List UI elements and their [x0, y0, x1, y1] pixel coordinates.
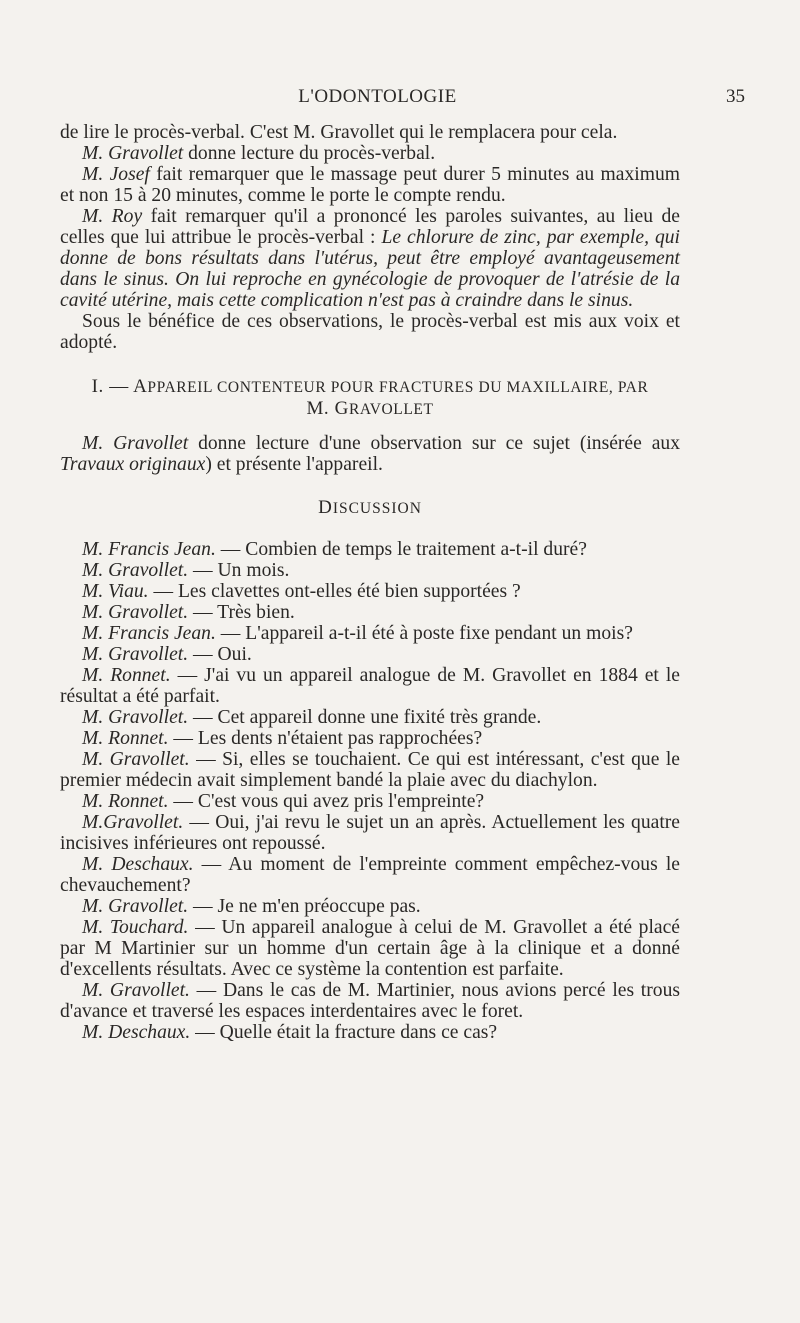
speaker-name: M. Josef — [82, 164, 150, 185]
speaker-name: M. Viau. — [82, 581, 149, 602]
entry-text: — Les dents n'étaient pas rapprochées? — [168, 728, 483, 749]
speaker-name: M. Francis Jean. — [82, 623, 216, 644]
discussion-entry — [60, 917, 680, 980]
paragraph — [60, 311, 680, 353]
entry-text: — Au moment de l'empreinte comment empêchez-vous le chevauchement? — [60, 854, 680, 896]
discussion-entry — [60, 602, 680, 623]
entry-text: — Un appareil analogue à celui de M. Gravollet a été placé par M Martinier sur un homme d'un certain âge à la clinique et a donné d'excellents résultats. Avec ce système la contention est parfaite. — [60, 917, 680, 980]
entry-text: — J'ai vu un appareil analogue de M. Gravollet en 1884 et le résultat a été parfait. — [60, 665, 680, 707]
work-title: Travaux originaux — [60, 454, 206, 475]
discussion-entry — [60, 896, 680, 917]
running-title: L'ODONTOLOGIE — [298, 86, 457, 107]
paragraph-text: Sous le bénéfice de ces observations, le procès-verbal est mis aux voix et adopté. — [60, 311, 680, 353]
speaker-name: M. Gravollet. — [82, 980, 190, 1001]
discussion-entry — [60, 539, 680, 560]
entry-text: — Combien de temps le traitement a-t-il duré? — [215, 539, 587, 560]
paragraph-text: donne lecture du procès-verbal. — [183, 143, 436, 164]
speaker-name: M. Ronnet. — [82, 665, 171, 686]
discussion-heading: DISCUSSION — [318, 497, 422, 518]
entry-text: — Oui. — [188, 644, 252, 665]
speaker-name: M. Francis Jean. — [82, 539, 216, 560]
speaker-name: M. Deschaux. — [82, 854, 194, 875]
entry-text: — C'est vous qui avez pris l'empreinte? — [168, 791, 485, 812]
discussion-entry — [60, 854, 680, 896]
paragraph: M. Gravollet donne lecture d'une observation sur ce sujet (insérée aux Travaux originaux) et présente l'appareil. — [60, 433, 680, 475]
quoted-words: Le chlorure de zinc, par exemple, qui donne de bons résultats dans l'utérus, peut être employé avantageusement dans le sinus. On lui reproche en gynécologie de provoquer de l'atrésie de la cavité utérine, mais cette complication n'est pas à craindre dans le sinus. — [60, 227, 680, 311]
speaker-name: M. Gravollet. — [82, 749, 190, 770]
body-text — [60, 122, 680, 1043]
discussion-entry — [60, 665, 680, 707]
speaker-name: M. Roy — [82, 206, 143, 227]
speaker-name: M. Gravollet — [82, 143, 184, 164]
entry-text: — Oui, j'ai revu le sujet un an après. Actuellement les quatre incisives inférieures ont repoussé. — [60, 812, 680, 854]
entry-text: — Très bien. — [188, 602, 295, 623]
entry-text: — Un mois. — [188, 560, 290, 581]
paragraph — [60, 206, 680, 311]
speaker-name: M. Gravollet. — [82, 560, 189, 581]
speaker-name: M. Gravollet. — [82, 644, 189, 665]
entry-text: — Cet appareil donne une fixité très grande. — [188, 707, 542, 728]
paragraph — [60, 164, 680, 206]
discussion-entry — [60, 980, 680, 1022]
discussion-entries — [60, 539, 680, 1043]
entry-text: — Quelle était la fracture dans ce cas? — [190, 1022, 498, 1043]
discussion-entry — [60, 812, 680, 854]
discussion-entry — [60, 560, 680, 581]
discussion-entry — [60, 749, 680, 791]
entry-text: — Les clavettes ont-elles été bien supportées ? — [148, 581, 521, 602]
discussion-entry — [60, 728, 680, 749]
speaker-name: M. Gravollet — [82, 433, 189, 454]
speaker-name: M. Ronnet. — [82, 728, 169, 749]
entry-text: — Dans le cas de M. Martinier, nous avions percé les trous d'avance et traversé les espaces interdentaires avec le foret. — [60, 980, 680, 1022]
discussion-entry — [60, 707, 680, 728]
paragraph-text: fait remarquer que le massage peut durer 5 minutes au maximum et non 15 à 20 minutes, comme le porte le compte rendu. — [60, 164, 680, 206]
speaker-name: M. Gravollet. — [82, 896, 189, 917]
discussion-entry — [60, 1022, 680, 1043]
page-number: 35 — [726, 86, 745, 107]
entry-text: — Je ne m'en préoccupe pas. — [188, 896, 421, 917]
speaker-name: M. Touchard. — [82, 917, 189, 938]
speaker-name: M.Gravollet. — [82, 812, 184, 833]
speaker-name: M. Ronnet. — [82, 791, 169, 812]
running-head — [0, 86, 800, 116]
entry-text: — Si, elles se touchaient. Ce qui est intéressant, c'est que le premier médecin avait simplement bandé la plaie avec du diachylon. — [60, 749, 680, 791]
discussion-entry — [60, 623, 680, 644]
speaker-name: M. Gravollet. — [82, 602, 189, 623]
speaker-name: M. Deschaux. — [82, 1022, 191, 1043]
paragraph-text: fait remarquer qu'il a prononcé les paroles suivantes, au lieu de celles que lui attribue le procès-verbal : — [60, 206, 680, 248]
entry-text: — L'appareil a-t-il été à poste fixe pendant un mois? — [215, 623, 633, 644]
section-heading: I. — APPAREIL CONTENTEUR POUR FRACTURES DU MAXILLAIRE, PAR M. GRAVOLLET — [91, 376, 649, 419]
speaker-name: M. Gravollet. — [82, 707, 189, 728]
paragraph — [60, 122, 680, 143]
discussion-entry — [60, 791, 680, 812]
paragraph-text: de lire le procès-verbal. C'est M. Gravollet qui le remplacera pour cela. — [60, 122, 618, 143]
discussion-entry — [60, 581, 680, 602]
paragraph — [60, 143, 680, 164]
discussion-entry — [60, 644, 680, 665]
